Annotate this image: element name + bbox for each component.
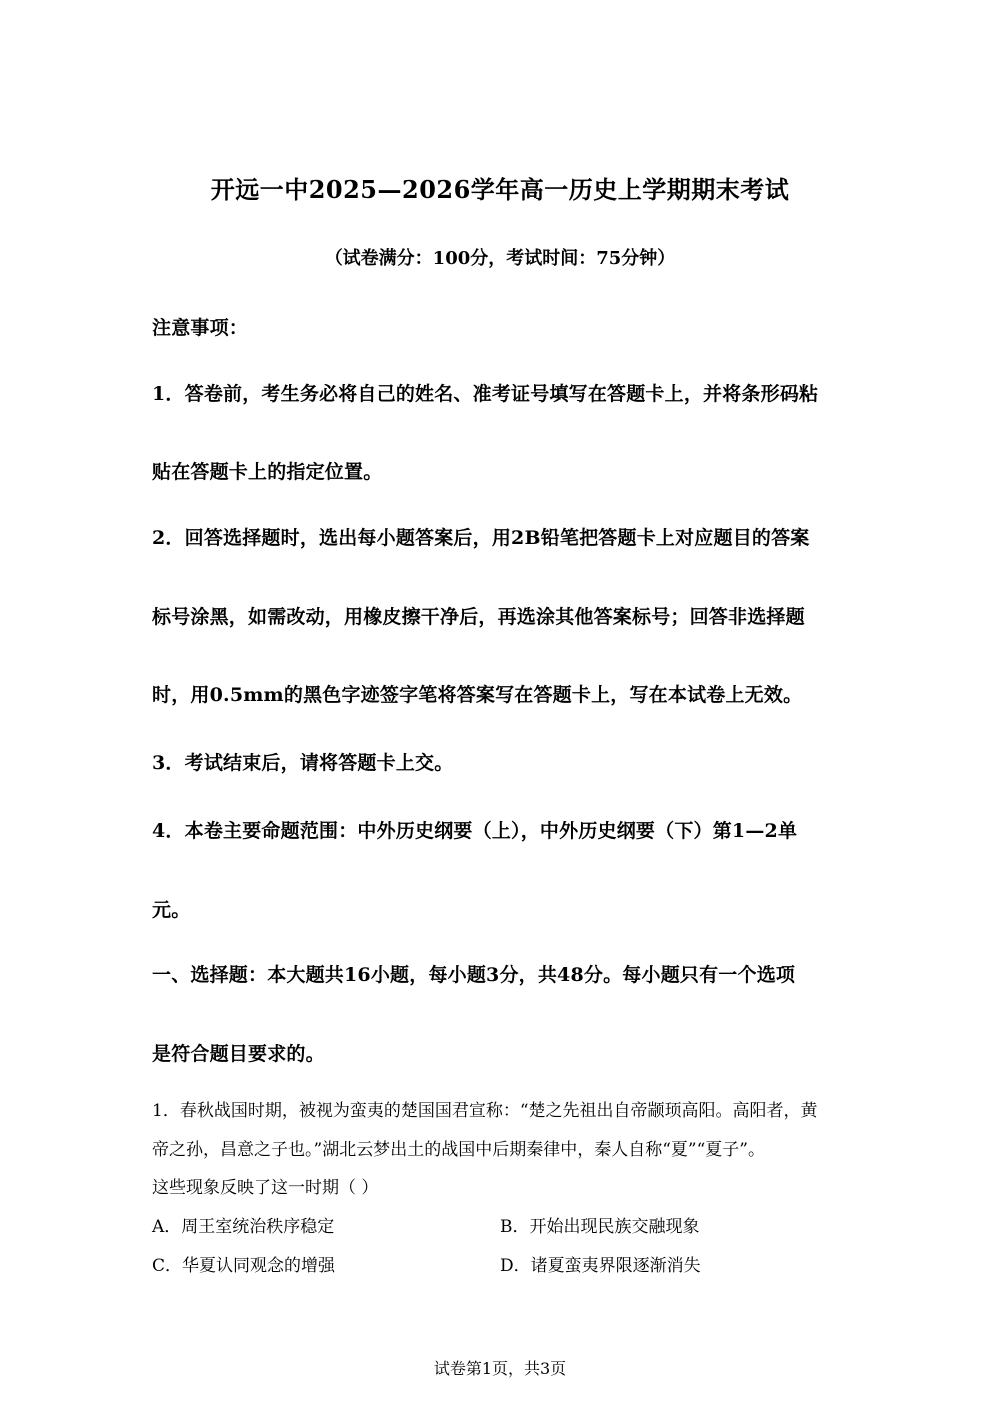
question-1-option-a: A．周王室统治秩序稳定: [152, 1217, 335, 1237]
exam-title: 开远一中2025—2026学年高一历史上学期期末考试: [210, 175, 790, 204]
notice-line: 时，用0.5mm的黑色字迹签字笔将答案写在答题卡上，写在本试卷上无效。: [152, 684, 803, 706]
notice-line: 1．答卷前，考生务必将自己的姓名、准考证号填写在答题卡上，并将条形码粘: [152, 383, 819, 405]
section-heading-line: 一、选择题：本大题共16小题，每小题3分，共48分。每小题只有一个选项: [152, 964, 796, 986]
notice-line: 贴在答题卡上的指定位置。: [152, 461, 383, 483]
page-footer: 试卷第1页，共3页: [433, 1359, 567, 1378]
question-1-line: 帝之孙，昌意之子也。”湖北云梦出土的战国中后期秦律中，秦人自称“夏”“夏子”。: [152, 1140, 765, 1160]
section-heading-line: 是符合题目要求的。: [152, 1043, 325, 1065]
question-1-option-d: D．诸夏蛮夷界限逐渐消失: [500, 1256, 701, 1276]
exam-subtitle: （试卷满分：100分，考试时间：75分钟）: [324, 248, 676, 269]
question-1-line: 1．春秋战国时期，被视为蛮夷的楚国国君宣称：“楚之先祖出自帝颛顼高阳。高阳者，黄: [152, 1101, 818, 1121]
notice-line: 3．考试结束后，请将答题卡上交。: [152, 752, 454, 774]
question-1-option-c: C．华夏认同观念的增强: [152, 1256, 336, 1276]
question-1-line: 这些现象反映了这一时期（ ）: [152, 1178, 379, 1198]
notice-line: 标号涂黑，如需改动，用橡皮擦干净后，再选涂其他答案标号；回答非选择题: [152, 606, 805, 628]
notice-line: 4．本卷主要命题范围：中外历史纲要（上），中外历史纲要（下）第1—2单: [152, 820, 798, 842]
question-1-option-b: B．开始出现民族交融现象: [500, 1217, 700, 1237]
notice-line: 2．回答选择题时，选出每小题答案后，用2B铅笔把答题卡上对应题目的答案: [152, 527, 810, 549]
notice-heading: 注意事项：: [152, 317, 249, 339]
notice-line: 元。: [152, 899, 191, 921]
